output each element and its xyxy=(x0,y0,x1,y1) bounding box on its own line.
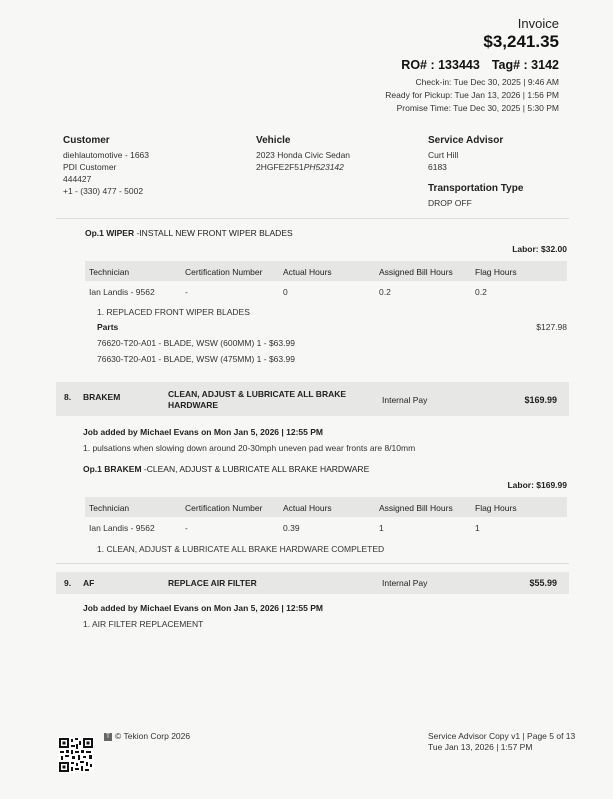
col-certification: Certification Number xyxy=(185,267,263,277)
wiper-op-desc: -INSTALL NEW FRONT WIPER BLADES xyxy=(134,228,293,238)
job-amount: $55.99 xyxy=(529,578,557,588)
part-line-2: 76630-T20-A01 - BLADE, WSW (475MM) 1 - $63.99 xyxy=(97,354,295,364)
col-flag-hours: Flag Hours xyxy=(475,267,517,277)
wiper-tech-table xyxy=(85,261,567,303)
cell-certification: - xyxy=(185,523,188,533)
job-code: AF xyxy=(83,578,95,588)
customer-type: PDI Customer xyxy=(63,162,117,172)
parts-label: Parts xyxy=(97,322,119,332)
table-row xyxy=(85,517,567,539)
vehicle-vin xyxy=(256,161,350,173)
printed-time: Tue Jan 13, 2026 | 1:57 PM xyxy=(428,742,533,752)
brake-note: 1. CLEAN, ADJUST & LUBRICATE ALL BRAKE HARDWARE COMPLETED xyxy=(97,544,385,554)
footer-page-info xyxy=(428,731,575,753)
cell-flag-hours: 0.2 xyxy=(475,287,487,297)
transport-value: DROP OFF xyxy=(428,198,472,208)
ro-tag-line xyxy=(401,58,559,72)
job-description: CLEAN, ADJUST & LUBRICATE ALL BRAKE HARDWARE xyxy=(168,389,347,410)
col-technician: Technician xyxy=(89,503,130,513)
brake-op-code: Op.1 BRAKEM xyxy=(83,464,142,474)
cell-technician: Ian Landis - 9562 xyxy=(89,523,155,533)
pay-type: Internal Pay xyxy=(382,395,428,405)
col-flag-hours: Flag Hours xyxy=(475,503,517,513)
cell-technician: Ian Landis - 9562 xyxy=(89,287,155,297)
cell-assigned-hours: 1 xyxy=(379,523,384,533)
col-assigned-hours: Assigned Bill Hours xyxy=(379,503,453,513)
vin-suffix: PH523142 xyxy=(303,162,344,172)
customer-block xyxy=(63,135,149,197)
air-added-by: Job added by Michael Evans on Mon Jan 5, 2026 | 12:55 PM xyxy=(83,603,323,613)
vehicle-heading: Vehicle xyxy=(256,135,291,146)
invoice-title: Invoice xyxy=(517,16,559,31)
table-header-row xyxy=(85,497,567,517)
advisor-block xyxy=(428,135,523,209)
col-actual-hours: Actual Hours xyxy=(283,503,332,513)
customer-id: 444427 xyxy=(63,174,92,184)
promise-time: Promise Time: Tue Dec 30, 2025 | 5:30 PM xyxy=(396,103,559,113)
brake-labor: Labor: $169.99 xyxy=(507,480,567,490)
wiper-op-title xyxy=(85,228,293,238)
part-line-1: 76620-T20-A01 - BLADE, WSW (600MM) 1 - $63.99 xyxy=(97,338,295,348)
customer-phone: +1 - (330) 477 - 5002 xyxy=(63,186,144,196)
cell-actual-hours: 0.39 xyxy=(283,523,300,533)
vehicle-model: 2023 Honda Civic Sedan xyxy=(256,150,351,160)
col-technician: Technician xyxy=(89,267,130,277)
table-header-row xyxy=(85,261,567,281)
job-amount: $169.99 xyxy=(524,395,557,405)
ro-number: RO# : 133443 xyxy=(401,58,480,72)
table-row xyxy=(85,281,567,303)
job-description: REPLACE AIR FILTER xyxy=(168,578,257,588)
invoice-total: $3,241.35 xyxy=(483,32,559,51)
vehicle-block xyxy=(256,135,350,173)
job-number: 8. xyxy=(64,392,72,402)
brake-complaint: 1. pulsations when slowing down around 20-30mph uneven pad wear fronts are 8/10mm xyxy=(83,443,416,453)
advisor-heading: Service Advisor xyxy=(428,135,504,146)
job-band-air-filter xyxy=(56,572,569,594)
col-certification: Certification Number xyxy=(185,503,263,513)
copy-info: Service Advisor Copy v1 | Page 5 of 13 xyxy=(428,731,576,741)
cell-assigned-hours: 0.2 xyxy=(379,287,391,297)
customer-heading: Customer xyxy=(63,135,110,146)
wiper-op-code: Op.1 WIPER xyxy=(85,228,135,238)
pay-type: Internal Pay xyxy=(382,578,428,588)
customer-name: diehlautomotive - 1663 xyxy=(63,150,150,160)
transport-heading: Transportation Type xyxy=(428,183,524,194)
cell-actual-hours: 0 xyxy=(283,287,288,297)
col-assigned-hours: Assigned Bill Hours xyxy=(379,267,453,277)
brake-tech-table xyxy=(85,497,567,539)
ready-time: Ready for Pickup: Tue Jan 13, 2026 | 1:56 PM xyxy=(385,90,559,100)
vin-prefix: 2HGFE2F51 xyxy=(256,162,304,172)
advisor-id: 6183 xyxy=(428,162,447,172)
brake-op-title xyxy=(83,464,369,474)
qr-code-icon xyxy=(58,737,94,773)
copyright-text: © Tekion Corp 2026 xyxy=(115,731,191,741)
divider xyxy=(56,218,569,219)
tag-number: Tag# : 3142 xyxy=(491,58,559,72)
divider xyxy=(56,563,569,564)
brake-added-by: Job added by Michael Evans on Mon Jan 5, 2026 | 12:55 PM xyxy=(83,427,323,437)
tekion-logo-icon: T xyxy=(104,733,112,741)
footer-copyright xyxy=(104,731,190,741)
wiper-labor: Labor: $32.00 xyxy=(512,244,567,254)
advisor-name: Curt Hill xyxy=(428,150,459,160)
cell-certification: - xyxy=(185,287,188,297)
checkin-time: Check-in: Tue Dec 30, 2025 | 9:46 AM xyxy=(415,77,559,87)
cell-flag-hours: 1 xyxy=(475,523,480,533)
col-actual-hours: Actual Hours xyxy=(283,267,332,277)
wiper-note: 1. REPLACED FRONT WIPER BLADES xyxy=(97,307,250,317)
job-number: 9. xyxy=(64,578,72,588)
job-code: BRAKEM xyxy=(83,392,121,402)
air-note: 1. AIR FILTER REPLACEMENT xyxy=(83,619,204,629)
job-band-brake xyxy=(56,382,569,416)
brake-op-desc: -CLEAN, ADJUST & LUBRICATE ALL BRAKE HARDWARE xyxy=(141,464,370,474)
parts-total: $127.98 xyxy=(536,322,567,332)
